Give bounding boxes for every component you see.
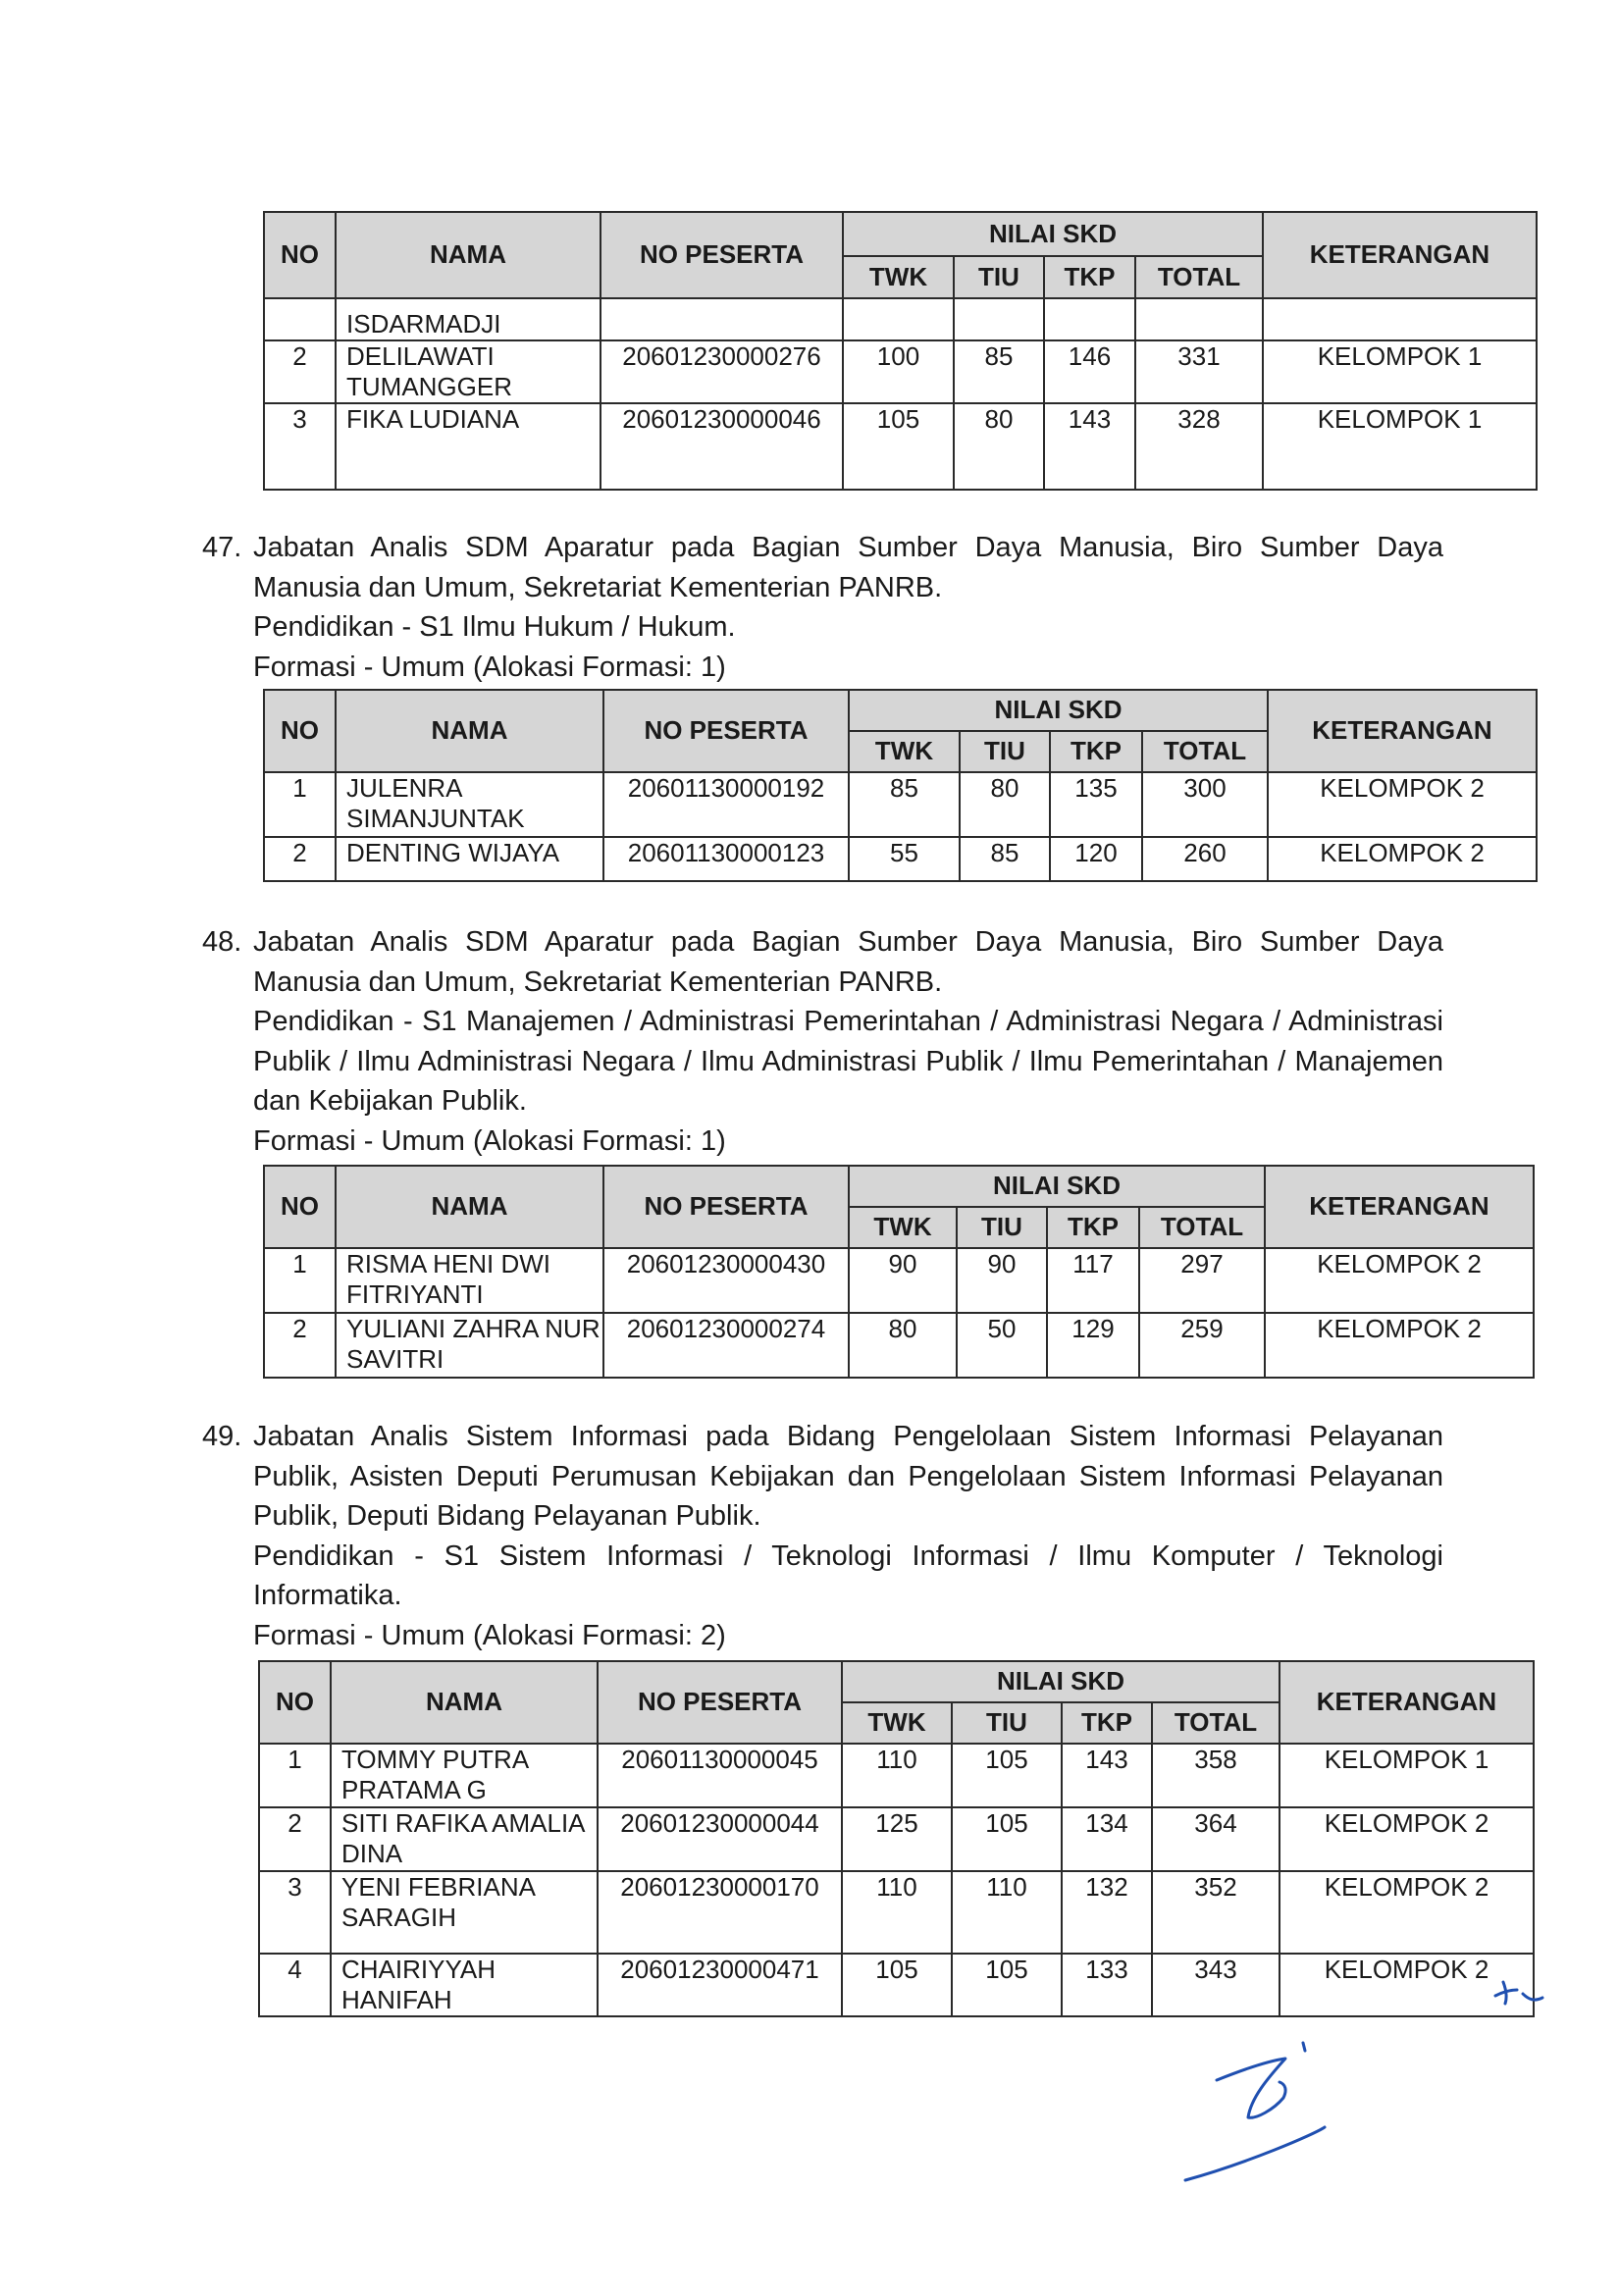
header-twk: TWK	[849, 731, 960, 772]
cell-no: 1	[259, 1744, 331, 1807]
table-row	[264, 340, 1537, 403]
header-no: NO	[264, 690, 336, 772]
header-tkp: TKP	[1044, 256, 1135, 298]
cell-tkp: 129	[1047, 1313, 1139, 1378]
table-row	[264, 298, 1537, 340]
cell-ket: KELOMPOK 2	[1280, 1954, 1534, 2016]
header-twk: TWK	[843, 256, 954, 298]
section-formasi: Formasi - Umum (Alokasi Formasi: 1)	[253, 1124, 726, 1157]
cell-total: 328	[1135, 403, 1263, 490]
cell-nama: FIKA LUDIANA	[336, 403, 601, 490]
cell-twk: 125	[842, 1807, 952, 1871]
cell-tiu: 110	[952, 1871, 1062, 1954]
cell-total: 260	[1142, 837, 1268, 881]
cell-nama: SITI RAFIKA AMALIA DINA	[331, 1807, 598, 1871]
cell-ket: KELOMPOK 1	[1280, 1744, 1534, 1807]
cell-nama: TOMMY PUTRA PRATAMA G	[331, 1744, 598, 1807]
cell-peserta: 20601230000170	[598, 1871, 842, 1954]
signature-initials	[1158, 1962, 1570, 2198]
cell-ket: KELOMPOK 1	[1263, 340, 1537, 403]
section-formasi: Formasi - Umum (Alokasi Formasi: 1)	[253, 651, 726, 683]
table-continuation	[263, 211, 1538, 491]
signature-stroke	[1495, 1982, 1542, 2004]
cell-ket: KELOMPOK 2	[1265, 1313, 1534, 1378]
cell-nama: ISDARMADJI	[336, 298, 601, 340]
cell-tkp	[1044, 298, 1135, 340]
header-no: NO	[264, 1166, 336, 1248]
cell-nama: JULENRA SIMANJUNTAK	[336, 772, 603, 837]
cell-peserta: 20601230000276	[601, 340, 843, 403]
section-47	[202, 528, 1443, 687]
cell-tkp: 143	[1062, 1744, 1152, 1807]
header-total: TOTAL	[1139, 1207, 1265, 1248]
cell-peserta: 20601230000044	[598, 1807, 842, 1871]
cell-nama: RISMA HENI DWI FITRIYANTI	[336, 1248, 603, 1313]
header-tkp: TKP	[1050, 731, 1142, 772]
section-number: 47.	[202, 532, 242, 563]
header-nama: NAMA	[331, 1661, 598, 1744]
cell-tiu: 85	[954, 340, 1044, 403]
header-tiu: TIU	[960, 731, 1050, 772]
cell-no: 2	[264, 1313, 336, 1378]
cell-nama: YENI FEBRIANA SARAGIH	[331, 1871, 598, 1954]
cell-peserta: 20601130000192	[603, 772, 849, 837]
cell-twk	[843, 298, 954, 340]
header-nama: NAMA	[336, 690, 603, 772]
cell-tiu: 80	[954, 403, 1044, 490]
cell-twk: 90	[849, 1248, 957, 1313]
cell-tiu: 90	[957, 1248, 1047, 1313]
header-nama: NAMA	[336, 212, 601, 298]
section-number: 48.	[202, 926, 242, 958]
cell-ket: KELOMPOK 1	[1263, 403, 1537, 490]
section-jabatan: Jabatan Analis Sistem Informasi pada Bidang Pengelolaan Sistem Informasi Pelayanan Publik, Asisten Deputi Perumusan Kebijakan dan Pengelolaan Sistem Informasi Pelayanan Publik, Deputi Bidang Pelayanan Publik.	[253, 1421, 1443, 1532]
cell-tiu: 105	[952, 1744, 1062, 1807]
cell-tiu: 105	[952, 1807, 1062, 1871]
header-no: NO	[264, 212, 336, 298]
cell-tiu	[954, 298, 1044, 340]
section-49	[202, 1417, 1443, 1655]
cell-twk: 80	[849, 1313, 957, 1378]
cell-tkp: 132	[1062, 1871, 1152, 1954]
cell-nama: YULIANI ZAHRA NUR SAVITRI	[336, 1313, 603, 1378]
cell-tkp: 120	[1050, 837, 1142, 881]
cell-tkp: 146	[1044, 340, 1135, 403]
table-section-48	[263, 1165, 1535, 1379]
section-pendidikan: Pendidikan - S1 Sistem Informasi / Teknologi Informasi / Ilmu Komputer / Teknologi Informatika.	[253, 1539, 1443, 1611]
header-no-peserta: NO PESERTA	[598, 1661, 842, 1744]
header-total: TOTAL	[1142, 731, 1268, 772]
cell-twk: 110	[842, 1744, 952, 1807]
header-no-peserta: NO PESERTA	[601, 212, 843, 298]
cell-tkp: 143	[1044, 403, 1135, 490]
cell-no: 2	[259, 1807, 331, 1871]
cell-peserta	[601, 298, 843, 340]
cell-twk: 85	[849, 772, 960, 837]
header-nilai-skd: NILAI SKD	[843, 212, 1263, 256]
section-jabatan: Jabatan Analis SDM Aparatur pada Bagian Sumber Daya Manusia, Biro Sumber Daya Manusia dan Umum, Sekretariat Kementerian PANRB.	[253, 926, 1443, 998]
signature-stroke	[1217, 2059, 1285, 2117]
header-keterangan: KETERANGAN	[1280, 1661, 1534, 1744]
cell-tiu: 105	[952, 1954, 1062, 2016]
section-formasi: Formasi - Umum (Alokasi Formasi: 2)	[253, 1619, 726, 1651]
cell-peserta: 20601230000471	[598, 1954, 842, 2016]
section-jabatan: Jabatan Analis SDM Aparatur pada Bagian Sumber Daya Manusia, Biro Sumber Daya Manusia dan Umum, Sekretariat Kementerian PANRB.	[253, 532, 1443, 603]
header-tiu: TIU	[954, 256, 1044, 298]
signature-stroke	[1303, 2043, 1305, 2051]
header-twk: TWK	[849, 1207, 957, 1248]
header-tkp: TKP	[1062, 1702, 1152, 1744]
header-nilai-skd: NILAI SKD	[842, 1661, 1280, 1702]
section-pendidikan: Pendidikan - S1 Manajemen / Administrasi Pemerintahan / Administrasi Negara / Administrasi Publik / Ilmu Administrasi Negara / Ilmu Administrasi Publik / Ilmu Pemerintahan / Manajemen dan Kebijakan Publik.	[253, 1006, 1443, 1117]
header-no: NO	[259, 1661, 331, 1744]
cell-peserta: 20601230000046	[601, 403, 843, 490]
cell-total: 358	[1152, 1744, 1280, 1807]
table-row	[264, 1313, 1534, 1378]
header-tkp: TKP	[1047, 1207, 1139, 1248]
cell-ket: KELOMPOK 2	[1280, 1871, 1534, 1954]
header-tiu: TIU	[952, 1702, 1062, 1744]
cell-ket: KELOMPOK 2	[1268, 837, 1537, 881]
cell-total: 297	[1139, 1248, 1265, 1313]
table-row	[259, 1871, 1534, 1954]
cell-total	[1135, 298, 1263, 340]
table-row	[264, 837, 1537, 881]
header-keterangan: KETERANGAN	[1268, 690, 1537, 772]
table-row	[264, 772, 1537, 837]
cell-peserta: 20601230000430	[603, 1248, 849, 1313]
cell-twk: 105	[842, 1954, 952, 2016]
cell-no: 1	[264, 772, 336, 837]
cell-peserta: 20601130000045	[598, 1744, 842, 1807]
header-total: TOTAL	[1135, 256, 1263, 298]
header-total: TOTAL	[1152, 1702, 1280, 1744]
header-keterangan: KETERANGAN	[1263, 212, 1537, 298]
cell-ket	[1263, 298, 1537, 340]
header-nama: NAMA	[336, 1166, 603, 1248]
table-row	[259, 1807, 1534, 1871]
table-section-47	[263, 689, 1538, 882]
cell-peserta: 20601230000274	[603, 1313, 849, 1378]
table-row	[264, 403, 1537, 490]
cell-no: 1	[264, 1248, 336, 1313]
section-48	[202, 922, 1443, 1161]
cell-twk: 110	[842, 1871, 952, 1954]
header-tiu: TIU	[957, 1207, 1047, 1248]
cell-total: 364	[1152, 1807, 1280, 1871]
signature-stroke	[1185, 2127, 1325, 2180]
header-no-peserta: NO PESERTA	[603, 1166, 849, 1248]
cell-tiu: 85	[960, 837, 1050, 881]
header-twk: TWK	[842, 1702, 952, 1744]
cell-tkp: 135	[1050, 772, 1142, 837]
cell-no: 2	[264, 837, 336, 881]
cell-ket: KELOMPOK 2	[1268, 772, 1537, 837]
cell-tkp: 134	[1062, 1807, 1152, 1871]
cell-twk: 105	[843, 403, 954, 490]
cell-twk: 55	[849, 837, 960, 881]
cell-tkp: 117	[1047, 1248, 1139, 1313]
cell-nama: DELILAWATI TUMANGGER	[336, 340, 601, 403]
cell-nama: DENTING WIJAYA	[336, 837, 603, 881]
table-row	[264, 1248, 1534, 1313]
cell-total: 300	[1142, 772, 1268, 837]
cell-no: 2	[264, 340, 336, 403]
section-pendidikan: Pendidikan - S1 Ilmu Hukum / Hukum.	[253, 611, 736, 643]
cell-no: 4	[259, 1954, 331, 2016]
cell-no: 3	[259, 1871, 331, 1954]
header-nilai-skd: NILAI SKD	[849, 690, 1268, 731]
cell-ket: KELOMPOK 2	[1265, 1248, 1534, 1313]
table-row	[259, 1744, 1534, 1807]
cell-tiu: 80	[960, 772, 1050, 837]
header-keterangan: KETERANGAN	[1265, 1166, 1534, 1248]
cell-tiu: 50	[957, 1313, 1047, 1378]
cell-total: 331	[1135, 340, 1263, 403]
cell-nama: CHAIRIYYAH HANIFAH	[331, 1954, 598, 2016]
cell-no	[264, 298, 336, 340]
cell-total: 259	[1139, 1313, 1265, 1378]
cell-peserta: 20601130000123	[603, 837, 849, 881]
cell-twk: 100	[843, 340, 954, 403]
header-no-peserta: NO PESERTA	[603, 690, 849, 772]
cell-tkp: 133	[1062, 1954, 1152, 2016]
header-nilai-skd: NILAI SKD	[849, 1166, 1265, 1207]
cell-total: 352	[1152, 1871, 1280, 1954]
cell-ket: KELOMPOK 2	[1280, 1807, 1534, 1871]
cell-total: 343	[1152, 1954, 1280, 2016]
cell-no: 3	[264, 403, 336, 490]
section-number: 49.	[202, 1421, 242, 1452]
